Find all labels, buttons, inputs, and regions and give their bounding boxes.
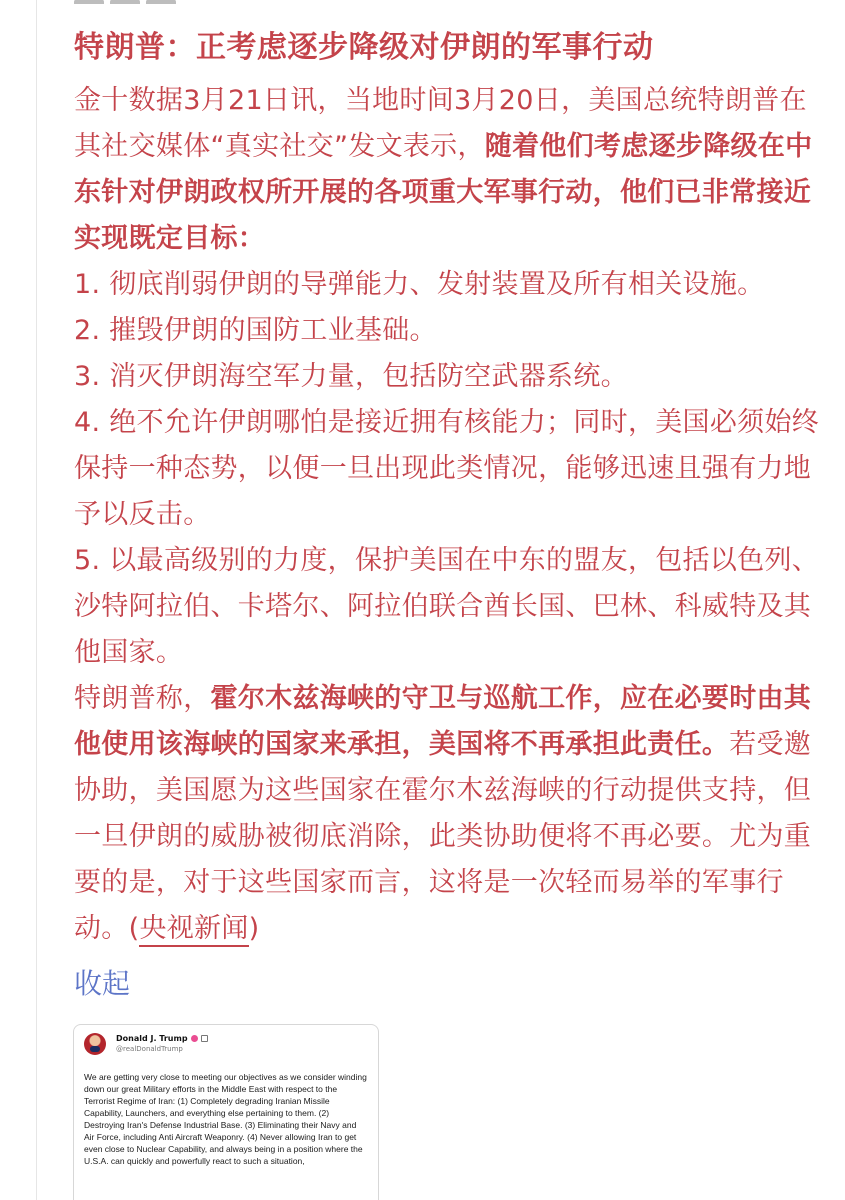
post-author (116, 1033, 208, 1055)
goal-5: 5. 以最高级别的力度，保护美国在中东的盟友，包括以色列、沙特阿拉伯、卡塔尔、阿拉伯联合酋长国、巴林、科威特及其他国家。 (74, 545, 820, 668)
verified-badge-icon (191, 1035, 198, 1042)
left-divider (36, 0, 37, 1200)
post-text: We are getting very close to meeting our objectives as we consider winding down our great Military efforts in the Middle East with respect to the Terrorist Regime of Iran: (1) Completely degrading Iranian Missile Capability, Launchers, and everything else pertaining to them. (2) Destroying Iran's Defense Industrial Base. (3) Eliminating their Navy and Air Force, including Anti Aircraft Weaponry. (4) Never allowing Iran to get even close to Nuclear Capability, and always being in a position where the U.S.A. can quickly and powerfully react to such a situation, (84, 1072, 367, 1166)
goal-1: 1. 彻底削弱伊朗的导弹能力、发射装置及所有相关设施。 (74, 269, 765, 300)
author-handle: @realDonaldTrump (116, 1045, 183, 1053)
source-open-paren: ( (128, 913, 140, 944)
closing-prefix: 特朗普称， (74, 683, 211, 714)
avatar (84, 1033, 106, 1055)
source-close-paren: ) (248, 913, 260, 944)
article-headline: 特朗普：正考虑逐步降级对伊朗的军事行动 (74, 30, 654, 65)
collapse-button[interactable]: 收起 (74, 967, 131, 1000)
article-intro (74, 78, 820, 262)
source-link[interactable]: 央视新闻 (139, 913, 248, 947)
article-body (74, 78, 820, 952)
embedded-social-post[interactable] (73, 1024, 379, 1200)
intro-bold-text: 随着他们考虑逐步降级在中东针对伊朗政权所开展的各项重大军事行动，他们已非常接近实现既定目标： (74, 131, 813, 254)
affiliate-badge-icon (201, 1035, 208, 1042)
post-header (84, 1033, 368, 1055)
intro-text: 金十数据3月21日讯，当地时间3月20日，美国总统特朗普在其社交媒体“真实社交”发文表示， (74, 85, 807, 162)
closing-text: 若受邀协助，美国愿为这些国家在霍尔木兹海峡的行动提供支持，但一旦伊朗的威胁被彻底消除，此类协助便将不再必要。尤为重要的是，对于这些国家而言，这将是一次轻而易举的军事行动。 (74, 729, 812, 944)
goal-2: 2. 摧毁伊朗的国防工业基础。 (74, 315, 437, 346)
closing-bold-text: 霍尔木兹海峡的守卫与巡航工作，应在必要时由其他使用该海峡的国家来承担，美国将不再承担此责任。 (74, 683, 812, 760)
author-name: Donald J. Trump (116, 1034, 188, 1043)
cropped-top-text (74, 0, 204, 4)
goal-4: 4. 绝不允许伊朗哪怕是接近拥有核能力；同时，美国必须始终保持一种态势，以便一旦出现此类情况，能够迅速且强有力地予以反击。 (74, 407, 820, 530)
news-article (74, 26, 820, 952)
author-name-row (116, 1033, 208, 1044)
article-closing (74, 676, 820, 952)
goal-3: 3. 消灭伊朗海空军力量，包括防空武器系统。 (74, 361, 628, 392)
